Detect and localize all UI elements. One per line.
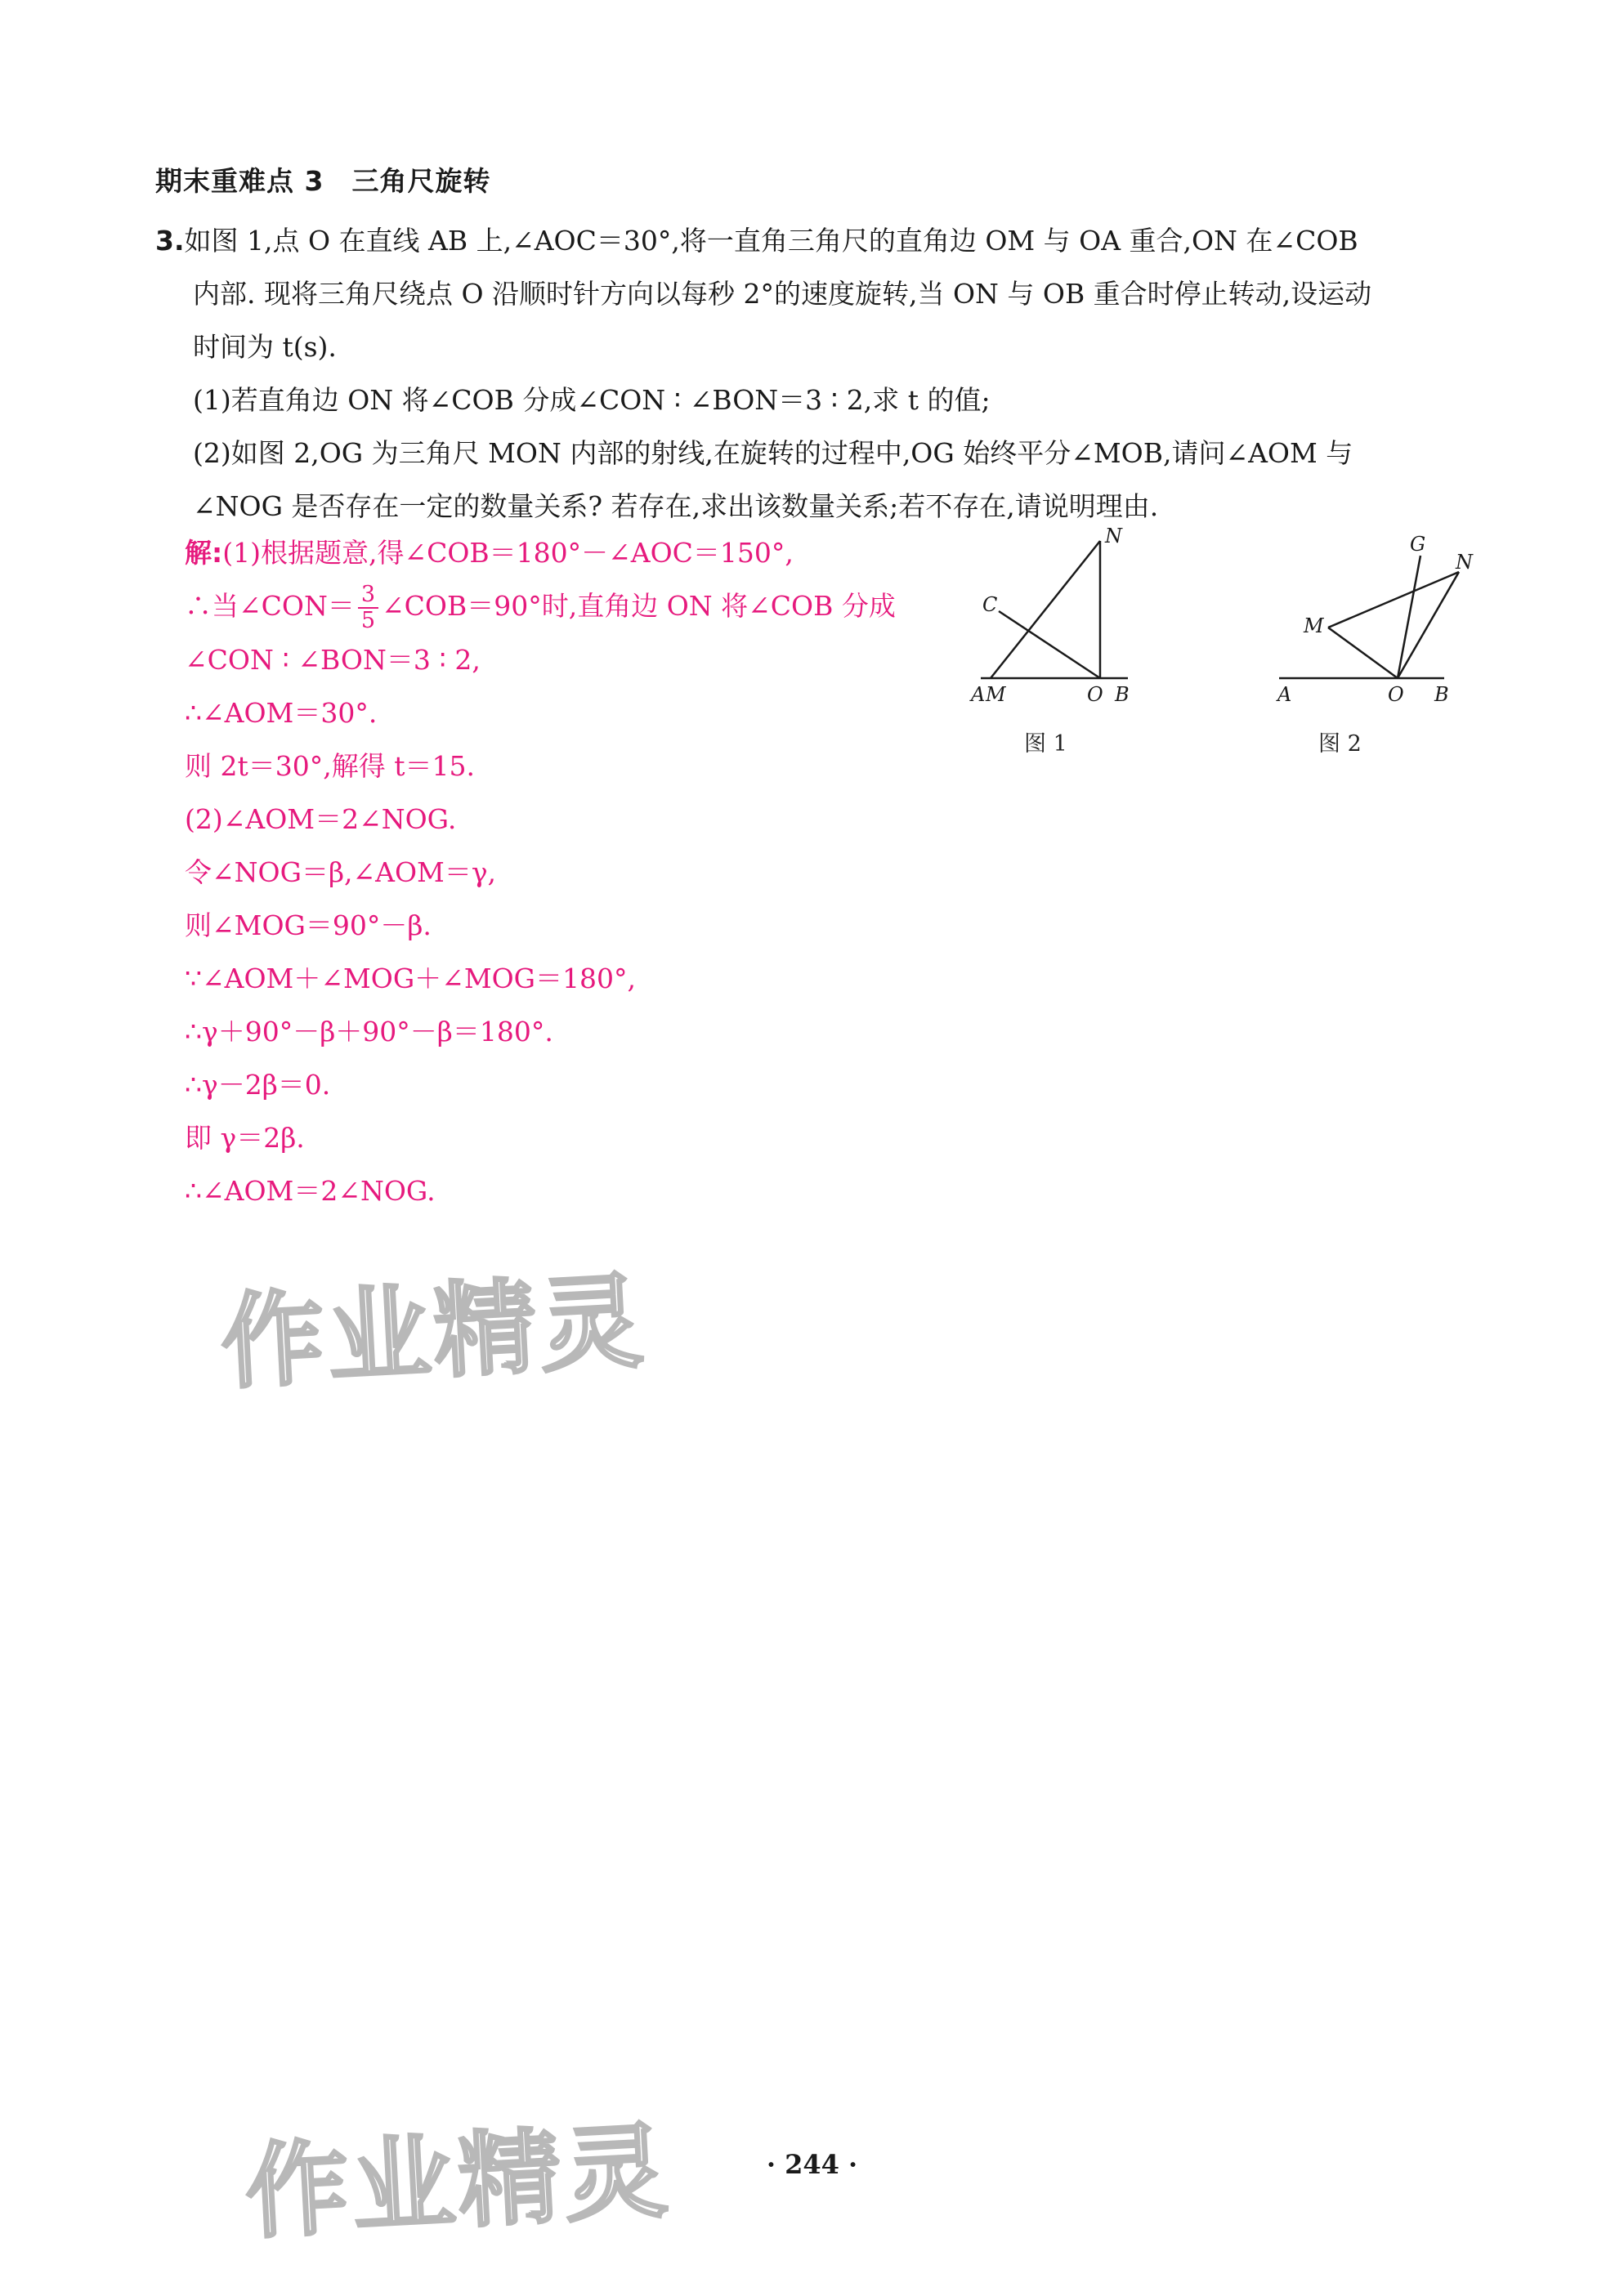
solution-line2: ∴当∠CON＝ $\frac{3}{5}$ ∠COB＝90°时,直角边 ON 将∠COB 分成 bbox=[185, 582, 896, 633]
fraction-three-fifths: $\frac{3}{5}$ bbox=[358, 583, 378, 633]
fig2-label-B: B bbox=[1434, 683, 1449, 706]
solution-line9: ∵∠AOM＋∠MOG＋∠MOG＝180°, bbox=[185, 963, 637, 994]
question-block bbox=[155, 214, 1479, 533]
solution-block bbox=[185, 526, 978, 1217]
question-part2-line2: ∠NOG 是否存在一定的数量关系? 若存在,求出该数量关系;若不存在,请说明理由. bbox=[193, 490, 1159, 522]
question-part2-line1: (2)如图 2,OG 为三角尺 MON 内部的射线,在旋转的过程中,OG 始终平分∠MOB,请问∠AOM 与 bbox=[193, 437, 1353, 469]
solution-line5: 则 2t＝30°,解得 t＝15. bbox=[185, 750, 475, 782]
solution-line1: 解:(1)根据题意,得∠COB＝180°－∠AOC＝150°, bbox=[185, 537, 794, 569]
question-number: 3. bbox=[155, 225, 185, 257]
solution-line7: 令∠NOG＝β,∠AOM＝γ, bbox=[185, 856, 497, 888]
solution-label: 解: bbox=[185, 537, 223, 569]
question-stem-line1: 3.如图 1,点 O 在直线 AB 上,∠AOC＝30°,将一直角三角尺的直角边 OM 与 OA 重合,ON 在∠COB bbox=[155, 225, 1358, 257]
fig2-line-OM bbox=[1328, 628, 1398, 678]
fig1-label-A: A bbox=[971, 683, 986, 706]
solution-line6: (2)∠AOM＝2∠NOG. bbox=[185, 803, 457, 835]
question-stem-line3: 时间为 t(s). bbox=[193, 331, 337, 363]
figure-2-diagram bbox=[1263, 531, 1483, 711]
solution-line10: ∴γ＋90°－β＋90°－β＝180°. bbox=[185, 1016, 553, 1047]
fig2-label-M: M bbox=[1304, 614, 1324, 637]
question-stem-line2: 内部. 现将三角尺绕点 O 沿顺时针方向以每秒 2°的速度旋转,当 ON 与 OB 重合时停止转动,设运动 bbox=[193, 278, 1372, 310]
question-part1: (1)若直角边 ON 将∠COB 分成∠CON ∶ ∠BON＝3 ∶ 2,求 t 的值; bbox=[193, 384, 991, 416]
fig2-line-MN bbox=[1328, 572, 1459, 628]
solution-line4: ∴∠AOM＝30°. bbox=[185, 697, 378, 729]
fig2-label-G: G bbox=[1410, 533, 1426, 556]
fig1-label-N: N bbox=[1105, 525, 1122, 547]
fig1-label-O: O bbox=[1087, 683, 1103, 706]
watermark-lower: 作业精灵 bbox=[243, 2111, 674, 2254]
section-title: 期末重难点 3 三角尺旋转 bbox=[155, 165, 491, 197]
fig1-label-B: B bbox=[1115, 683, 1130, 706]
figure-1-caption: 图 1 bbox=[1024, 731, 1067, 757]
fig1-label-C: C bbox=[982, 593, 998, 616]
figure-1-diagram bbox=[964, 523, 1152, 711]
fig2-label-N: N bbox=[1456, 551, 1473, 574]
page-number: · 244 · bbox=[766, 2149, 858, 2180]
fig2-label-A: A bbox=[1277, 683, 1292, 706]
fig1-label-M: M bbox=[986, 683, 1006, 706]
fig1-line-MN bbox=[991, 541, 1100, 678]
solution-line13: ∴∠AOM＝2∠NOG. bbox=[185, 1175, 436, 1207]
watermark-upper: 作业精灵 bbox=[218, 1261, 650, 1404]
solution-line12: 即 γ＝2β. bbox=[185, 1122, 305, 1154]
fig1-line-OC bbox=[999, 611, 1100, 678]
solution-line8: 则∠MOG＝90°－β. bbox=[185, 909, 432, 941]
figure-2-caption: 图 2 bbox=[1318, 731, 1362, 757]
solution-line11: ∴γ－2β＝0. bbox=[185, 1069, 331, 1101]
fig2-label-O: O bbox=[1388, 683, 1404, 706]
solution-line3: ∠CON ∶ ∠BON＝3 ∶ 2, bbox=[185, 644, 481, 676]
